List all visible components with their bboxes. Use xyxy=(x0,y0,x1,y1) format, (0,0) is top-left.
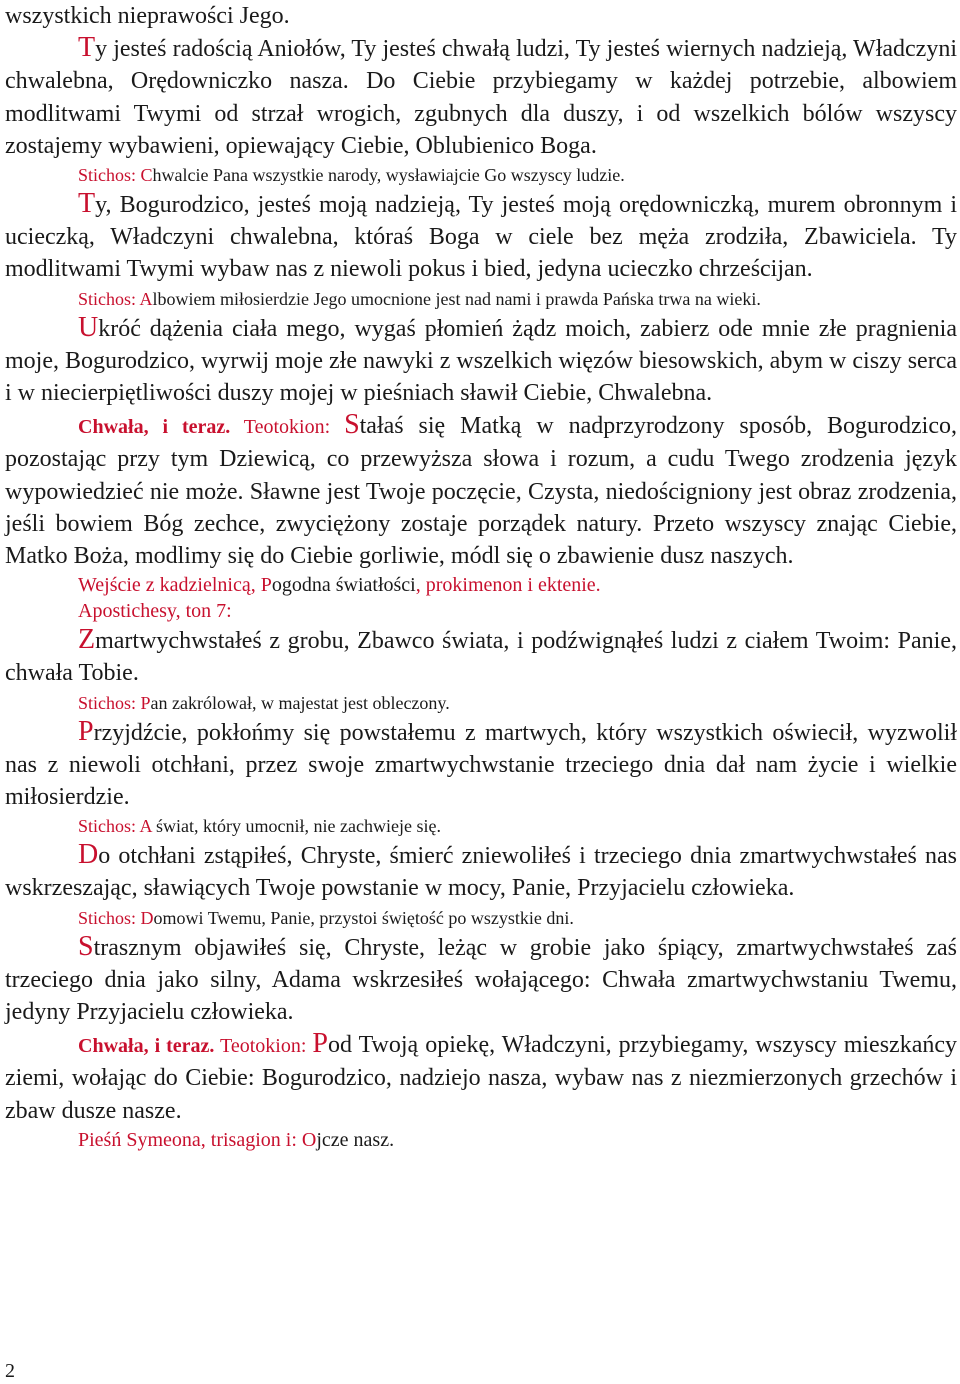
red-initial: S xyxy=(344,409,360,441)
paragraph-text: króć dążenia ciała mego, wygaś płomień żądz moich, zabierz ode mnie złe pragnienia moje, Bogurodzico, wyrwij moje złe nawyki z wszelkich więzów biesowskich, abym w ciszy serca i w niecierpiętliwości duszy mojej w pieśniach sławił Ciebie, Chwalebna. xyxy=(5,315,957,407)
paragraph-text: martwychwstałeś z grobu, Zbawco świata, i podźwignąłeś ludzi z ciałem Twoim: Panie, chwała Tobie. xyxy=(5,628,957,687)
rubric-text-black: ogodna światłości xyxy=(271,574,416,597)
stichos-5 xyxy=(78,907,957,929)
paragraph-text: tałaś się Matką w nadprzyrodzony sposób, Bogurodzico, pozostając przy tym Dziewicą, co przewyższa słowa i rozum, a cudu Twego zrodzenia język wypowiedzieć nie może. Sławne jest Twoje poczęcie, Czysta, niedościgniony jest obraz zrodzenia, jeśli bowiem Bóg zechce, zwyciężony zostaje porządek natury. Przeto wszyscy znając Ciebie, Matko Boża, modlimy się do Ciebie gorliwie, módl się o zbawienie dusz naszych. xyxy=(5,413,957,570)
stichos-3 xyxy=(78,692,957,714)
red-initial: T xyxy=(78,188,96,220)
red-initial: P xyxy=(312,1028,328,1060)
red-initial: A xyxy=(139,288,153,309)
paragraph-teotokion-1 xyxy=(5,409,957,572)
paragraph-apostich-3 xyxy=(5,839,957,904)
red-initial: T xyxy=(78,32,96,64)
paragraph-text: wszystkich nieprawości Jego. xyxy=(5,3,290,29)
stichos-label: Stichos: xyxy=(78,165,141,186)
red-initial: C xyxy=(140,165,153,186)
red-initial: A xyxy=(139,816,152,837)
stichos-text: świat, który umocnił, nie zachwieje się. xyxy=(151,816,441,837)
paragraph-apostich-1 xyxy=(5,624,957,689)
stichos-4 xyxy=(78,815,957,837)
stichos-text: an zakrólował, w majestat jest obleczony. xyxy=(150,692,450,713)
document-page xyxy=(5,0,957,1153)
glory-rubric: Chwała, i teraz. xyxy=(78,1035,215,1058)
rubric-entrance xyxy=(78,572,957,598)
rubric-text: Apostichesy, ton 7: xyxy=(78,600,232,623)
paragraph-teotokion-2 xyxy=(5,1028,957,1127)
rubric-text-black: jcze nasz. xyxy=(316,1128,395,1151)
paragraph-text: y jesteś radością Aniołów, Ty jesteś chwałą ludzi, Ty jesteś wiernych nadzieją, Władczyni chwalebna, Orędowniczko nasza. Do Ciebie przybiegamy w każdej potrzebie, albowiem modlitwami Twymi od strzał wrogich, zgubnych dla duszy, i od wszelkich bólów wszyscy zostajemy wybawieni, opiewający Ciebie, Oblubienico Boga. xyxy=(5,36,957,159)
paragraph-apostich-4 xyxy=(5,931,957,1029)
rubric-text: Pieśń Symeona, trisagion i: xyxy=(78,1128,302,1151)
teotokion-label: Teotokion: xyxy=(214,1035,313,1058)
paragraph-text: rzyjdźcie, pokłońmy się powstałemu z martwych, który wszystkich oświecił, wyzwolił nas z niewoli otchłani, przez swoje zmartwychwstanie trzeciego dnia dał nam życie i wielkie miłosierdzie. xyxy=(5,719,957,811)
stichos-label: Stichos: xyxy=(78,907,141,928)
stichos-1 xyxy=(78,164,957,186)
stichos-2 xyxy=(78,288,957,310)
rubric-text: , prokimenon i ektenie. xyxy=(415,574,601,597)
paragraph-troparion-2 xyxy=(5,188,957,286)
paragraph-apostich-2 xyxy=(5,716,957,814)
stichos-label: Stichos: xyxy=(78,692,141,713)
page-number: 2 xyxy=(5,1360,15,1382)
red-initial: P xyxy=(260,574,272,597)
stichos-text: hwalcie Pana wszystkie narody, wysławiajcie Go wszyscy ludzie. xyxy=(152,165,625,186)
paragraph-text: trasznym objawiłeś się, Chryste, leżąc w grobie jako śpiący, zmartwychwstałeś zaś trzeciego dnia jako silny, Adama wskrzesiłeś wołającego: Chwała zmartwychwstaniu Twemu, jedyny Przyjacielu człowieka. xyxy=(5,934,957,1026)
red-initial: P xyxy=(140,692,151,713)
red-initial: S xyxy=(78,930,94,962)
rubric-apostichesy xyxy=(78,598,957,624)
paragraph-troparion-3 xyxy=(5,312,957,410)
red-initial: Z xyxy=(78,624,96,656)
teotokion-label: Teotokion: xyxy=(230,416,345,439)
glory-rubric: Chwała, i teraz. xyxy=(78,416,231,439)
red-initial: U xyxy=(78,311,99,343)
paragraph-text: o otchłani zstąpiłeś, Chryste, śmierć zniewoliłeś i trzeciego dnia zmartwychwstałeś nas wskrzeszając, sławiących Twoje powstanie w mocy, Panie, Przyjacielu człowieka. xyxy=(5,843,957,902)
stichos-text: lbowiem miłosierdzie Jego umocnione jest nad nami i prawda Pańska trwa na wieki. xyxy=(152,288,761,309)
red-initial: P xyxy=(78,715,94,747)
paragraph-text: od Twoją opiekę, Władczyni, przybiegamy, wszyscy mieszkańcy ziemi, wołając do Ciebie: Bogurodzico, nadziejo nasza, wybaw nas z niezmierzonych grzechów i zbaw dusze nasze. xyxy=(5,1032,957,1124)
red-initial: D xyxy=(140,907,154,928)
red-initial: D xyxy=(78,839,99,871)
stichos-label: Stichos: xyxy=(78,816,140,837)
paragraph-intro xyxy=(5,0,957,32)
stichos-text: omowi Twemu, Panie, przystoi świętość po wszystkie dni. xyxy=(153,907,574,928)
paragraph-troparion-1 xyxy=(5,32,957,162)
red-initial: O xyxy=(301,1128,317,1151)
rubric-text: Wejście z kadzielnicą, xyxy=(78,574,261,597)
paragraph-text: y, Bogurodzico, jesteś moją nadzieją, Ty jesteś moją orędowniczką, murem obronnym i ucieczką, Władczyni chwalebna, któraś Boga w ciele bez męża zrodziła, Zbawiciela. Ty modlitwami Twymi wybaw nas z niewoli pokus i bied, jedyna ucieczko chrześcijan. xyxy=(5,192,957,283)
rubric-symeon xyxy=(78,1127,957,1153)
stichos-label: Stichos: xyxy=(78,288,140,309)
